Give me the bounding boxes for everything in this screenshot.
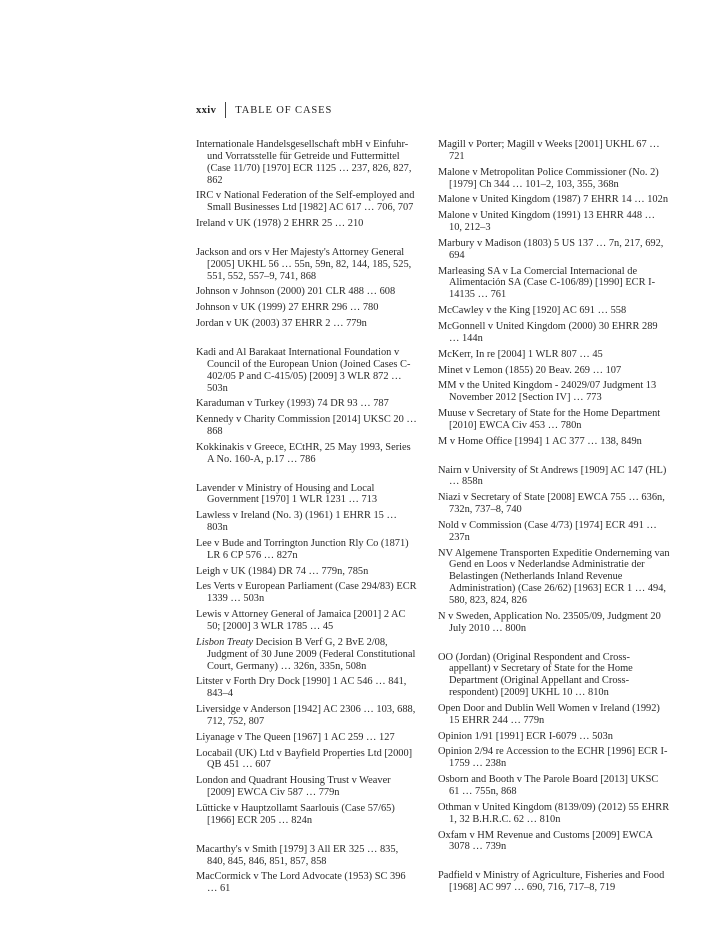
case-entry: MM v the United Kingdom - 24029/07 Judgment 13 November 2012 [Section IV] … 773 <box>438 380 657 404</box>
case-entry: Oxfam v HM Revenue and Customs [2009] EWCA 3078 … 739n <box>438 829 653 853</box>
case-entry: Karaduman v Turkey (1993) 74 DR 93 … 787 <box>196 398 389 410</box>
letter-group-gap <box>196 470 418 483</box>
case-entry: Osborn and Booth v The Parole Board [2013] UKSC 61 … 755n, 868 <box>438 774 659 797</box>
case-entry: Lavender v Ministry of Housing and Local Government [1970] 1 WLR 1231 … 713 <box>196 482 378 506</box>
case-entry: Malone v Metropolitan Police Commissioner (No. 2) [1979] Ch 344 … 101–2, 103, 355, 368n <box>438 166 659 190</box>
right-column <box>438 139 670 898</box>
case-entry: Kokkinakis v Greece, ECtHR, 25 May 1993, Series A No. 160-A, p.17 … 786 <box>196 441 411 465</box>
case-entry: Liyanage v The Queen [1967] 1 AC 259 … 127 <box>196 731 395 743</box>
header-divider <box>225 102 226 118</box>
case-entry: Jordan v UK (2003) 37 EHRR 2 … 779n <box>196 318 367 330</box>
left-column <box>196 139 418 899</box>
case-entry: Lee v Bude and Torrington Junction Rly Co (1871) LR 6 CP 576 … 827n <box>196 537 409 561</box>
letter-group-gap <box>196 831 418 844</box>
case-entry: N v Sweden, Application No. 23505/09, Judgment 20 July 2010 … 800n <box>438 610 661 634</box>
case-entry: Malone v United Kingdom (1991) 13 EHRR 448 … 10, 212–3 <box>438 210 656 234</box>
case-entry: Padfield v Ministry of Agriculture, Fisheries and Food [1968] AC 997 … 690, 716, 717–8, 719 <box>438 870 665 894</box>
case-entry: London and Quadrant Housing Trust v Weaver [2009] EWCA Civ 587 … 779n <box>196 775 391 799</box>
letter-group-gap <box>438 639 670 652</box>
letter-group-gap <box>438 452 670 465</box>
letter-group-gap <box>196 334 418 347</box>
case-entry: McKerr, In re [2004] 1 WLR 807 … 45 <box>438 348 603 360</box>
case-entry: Marbury v Madison (1803) 5 US 137 … 7n, 217, 692, 694 <box>438 237 664 261</box>
case-entry: Nairn v University of St Andrews [1909] AC 147 (HL) … 858n <box>438 464 667 488</box>
case-entry: Lewis v Attorney General of Jamaica [2001] 2 AC 50; [2000] 3 WLR 1785 … 45 <box>196 609 406 632</box>
case-entry: Lisbon Treaty Decision B Verf G, 2 BvE 2/08, Judgment of 30 June 2009 (Federal Constitutional Court, Germany) … 326n, 335n, 508n <box>196 636 416 672</box>
case-entry: Marleasing SA v La Comercial Internacional de Alimentación SA (Case C-106/89) [1990] ECR I-14135 … 761 <box>438 265 656 301</box>
italic-case-name: Lisbon Treaty <box>196 636 254 648</box>
case-entry: Liversidge v Anderson [1942] AC 2306 … 103, 688, 712, 752, 807 <box>196 704 416 727</box>
case-entry: Nold v Commission (Case 4/73) [1974] ECR 491 … 237n <box>438 519 657 543</box>
case-entry: McGonnell v United Kingdom (2000) 30 EHRR 289 … 144n <box>438 320 658 344</box>
case-entry: MacCormick v The Lord Advocate (1953) SC 396 … 61 <box>196 871 406 895</box>
case-entry: Lütticke v Hauptzollamt Saarlouis (Case 57/65) [1966] ECR 205 … 824n <box>196 802 395 826</box>
case-entry: Johnson v UK (1999) 27 EHRR 296 … 780 <box>196 302 379 314</box>
case-entry: Jackson and ors v Her Majesty's Attorney General [2005] UKHL 56 … 55n, 59n, 82, 144, 185, 525, 551, 552, 557–9, 741, 868 <box>196 246 412 282</box>
case-entry: Othman v United Kingdom (8139/09) (2012) 55 EHRR 1, 32 B.H.R.C. 62 … 810n <box>438 801 670 825</box>
running-head <box>196 102 332 118</box>
page-number: xxiv <box>196 104 217 116</box>
case-entry: Litster v Forth Dry Dock [1990] 1 AC 546 … 841, 843–4 <box>196 676 407 700</box>
case-entry: Opinion 2/94 re Accession to the ECHR [1996] ECR I-1759 … 238n <box>438 746 668 770</box>
case-entry: Minet v Lemon (1855) 20 Beav. 269 … 107 <box>438 364 622 376</box>
case-entry: Macarthy's v Smith [1979] 3 All ER 325 … 835, 840, 845, 846, 851, 857, 858 <box>196 843 399 867</box>
case-entry: Muuse v Secretary of State for the Home Department [2010] EWCA Civ 453 … 780n <box>438 408 661 431</box>
case-entry: Les Verts v European Parliament (Case 294/83) ECR 1339 … 503n <box>196 581 417 605</box>
case-entry: Leigh v UK (1984) DR 74 … 779n, 785n <box>196 565 369 577</box>
case-entry: Opinion 1/91 [1991] ECR I-6079 … 503n <box>438 730 613 742</box>
case-entry: Malone v United Kingdom (1987) 7 EHRR 14 … 102n <box>438 194 669 206</box>
letter-group-gap <box>438 857 670 870</box>
case-entry: IRC v National Federation of the Self-employed and Small Businesses Ltd [1982] AC 617 … 706, 707 <box>196 190 415 214</box>
case-entry: Locabail (UK) Ltd v Bayfield Properties Ltd [2000] QB 451 … 607 <box>196 747 413 771</box>
case-entry: Johnson v Johnson (2000) 201 CLR 488 … 608 <box>196 286 396 298</box>
case-entry: NV Algemene Transporten Expeditie Onderneming van Gend en Loos v Nederlandse Administratie der Belastingen (Netherlands Inland Revenue Administration) (Case 26/62) [1963] ECR 1 … 494, 580, 823, 824, 826 <box>438 547 670 606</box>
case-entry: Niazi v Secretary of State [2008] EWCA 755 … 636n, 732n, 737–8, 740 <box>438 492 665 516</box>
case-entry: Internationale Handelsgesellschaft mbH v Einfuhr- und Vorratsstelle für Getreide und Futtermittel (Case 11/70) [1970] ECR 1125 … 237, 826, 827, 862 <box>196 139 412 186</box>
case-entry: M v Home Office [1994] 1 AC 377 … 138, 849n <box>438 435 642 447</box>
case-entry: Kadi and Al Barakaat International Foundation v Council of the European Union (Joined Cases C-402/05 P and C-415/05) [2009] 3 WLR 872 … 503n <box>196 346 411 394</box>
case-entry: Ireland v UK (1978) 2 EHRR 25 … 210 <box>196 218 364 230</box>
case-entry: Open Door and Dublin Well Women v Ireland (1992) 15 EHRR 244 … 779n <box>438 702 660 726</box>
case-entry: OO (Jordan) (Original Respondent and Cross-appellant) v Secretary of State for the Home Department (Original Appellant and Cross-respondent) [2009] UKHL 10 … 810n <box>438 651 633 699</box>
case-entry: McCawley v the King [1920] AC 691 … 558 <box>438 305 627 317</box>
case-entry: Kennedy v Charity Commission [2014] UKSC 20 … 868 <box>196 414 417 438</box>
case-entry: Lawless v Ireland (No. 3) (1961) 1 EHRR 15 … 803n <box>196 510 397 534</box>
letter-group-gap <box>196 234 418 247</box>
case-entry: Magill v Porter; Magill v Weeks [2001] UKHL 67 … 721 <box>438 139 660 162</box>
page-title: TABLE OF CASES <box>235 104 333 116</box>
